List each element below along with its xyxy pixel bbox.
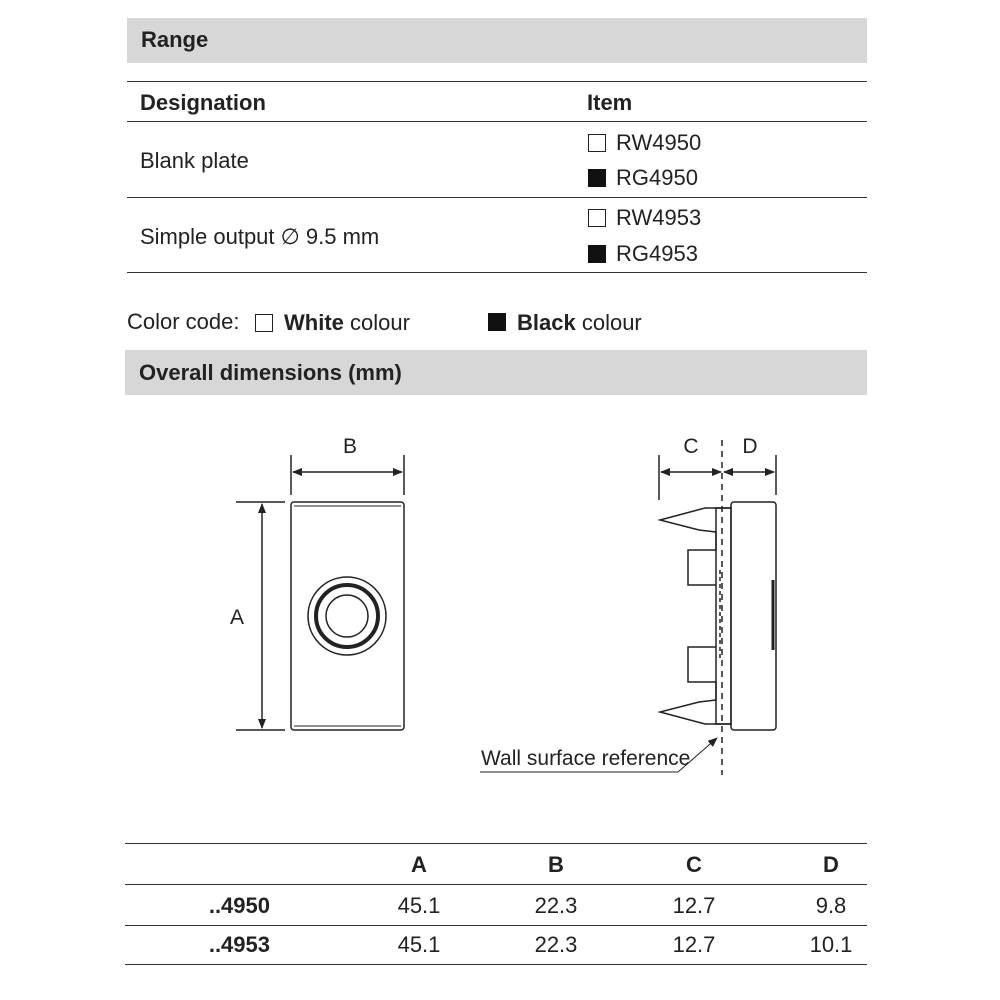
dim-label-a: A [229, 606, 245, 629]
mechanism-body [716, 508, 731, 724]
dims-table-header-rule [125, 884, 867, 885]
designation-simple-output: Simple output ∅ 9.5 mm [140, 224, 380, 249]
dims-table-bottom-rule [125, 964, 867, 965]
dimensions-title: Overall dimensions (mm) [139, 360, 402, 385]
bottom-claw [660, 700, 731, 724]
dims-row-ref: ..4953 [208, 932, 270, 957]
white-colour-legend-rest: colour [343, 310, 410, 335]
col-header-item: Item [587, 90, 633, 115]
color-code-label: Color code: [127, 309, 240, 334]
black-colour-legend-bold: Black [517, 310, 576, 335]
dims-cell: 45.1 [397, 932, 441, 957]
dims-table-row-rule [125, 925, 867, 926]
item-code: RW4953 [616, 205, 702, 230]
col-header-designation: Designation [140, 90, 266, 115]
bottom-claw-bracket [688, 647, 716, 700]
output-outer-ring [308, 577, 386, 655]
side-view [480, 440, 776, 775]
dims-cell: 9.8 [815, 893, 847, 918]
white-colour-legend-bold: White [284, 310, 344, 335]
dims-col-header-a: A [411, 852, 427, 877]
front-view [236, 455, 404, 730]
dims-cell: 45.1 [397, 893, 441, 918]
black-colour-legend-rest: colour [575, 310, 642, 335]
range-title: Range [141, 27, 209, 52]
wall-reference-label: Wall surface reference [481, 747, 691, 770]
side-plate-body [731, 502, 776, 730]
top-claw-bracket [688, 532, 716, 585]
item-code: RG4953 [616, 241, 698, 266]
dims-cell: 22.3 [534, 893, 578, 918]
dims-col-header-b: B [548, 852, 564, 877]
output-hole [326, 595, 368, 637]
dim-label-c: C [683, 435, 699, 458]
dims-cell: 12.7 [672, 893, 716, 918]
dims-cell: 12.7 [672, 932, 716, 957]
item-code: RG4950 [616, 165, 698, 190]
item-code: RW4950 [616, 130, 702, 155]
dims-table-top-rule [125, 843, 867, 844]
dims-cell: 22.3 [534, 932, 578, 957]
dims-col-header-d: D [823, 852, 839, 877]
dim-label-b: B [342, 435, 358, 458]
dims-row-ref: ..4950 [208, 893, 270, 918]
top-claw [660, 508, 731, 532]
dims-col-header-c: C [686, 852, 702, 877]
designation-blank-plate: Blank plate [140, 148, 249, 173]
dims-cell: 10.1 [809, 932, 853, 957]
dim-label-d: D [742, 435, 758, 458]
